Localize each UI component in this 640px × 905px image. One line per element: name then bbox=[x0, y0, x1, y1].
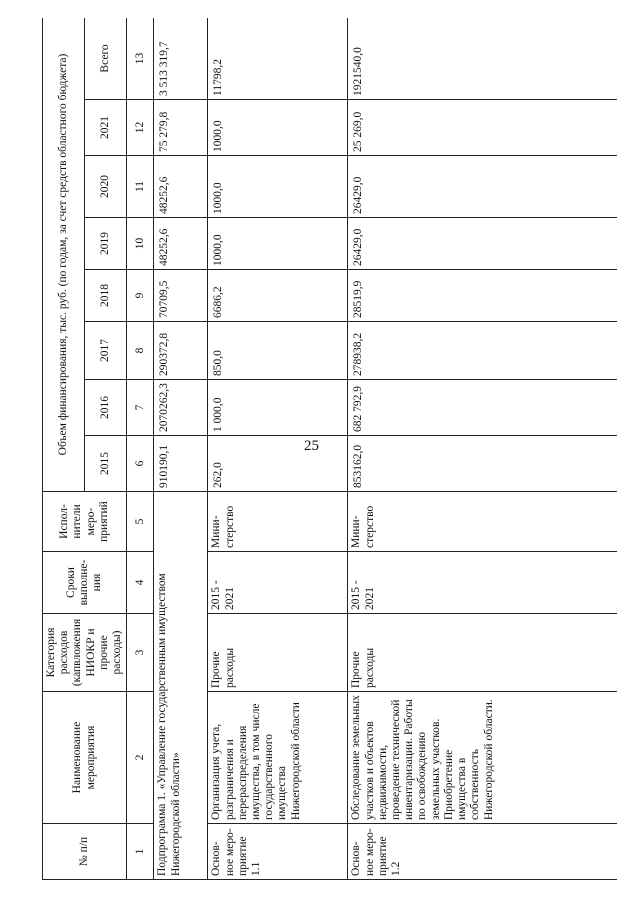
value-cell: 290372,8 bbox=[154, 322, 208, 380]
subprogram-row bbox=[154, 18, 208, 880]
row-category: Прочие расходы bbox=[348, 614, 617, 692]
header-category: Категория расходов (капвложения НИОКР и прочие расходы) bbox=[43, 614, 127, 692]
value-cell: 682 792,9 bbox=[348, 380, 617, 436]
column-number: 8 bbox=[127, 322, 154, 380]
header-total: Всего bbox=[85, 18, 127, 100]
header-year: 2020 bbox=[85, 156, 127, 218]
value-cell: 853162,0 bbox=[348, 436, 617, 492]
column-number: 12 bbox=[127, 100, 154, 156]
column-number: 11 bbox=[127, 156, 154, 218]
header-year: 2018 bbox=[85, 270, 127, 322]
value-cell: 11798,2 bbox=[208, 18, 348, 100]
value-cell: 70709,5 bbox=[154, 270, 208, 322]
header-num: № п/п bbox=[43, 824, 127, 880]
column-number: 4 bbox=[127, 552, 154, 614]
column-number-row bbox=[127, 18, 154, 880]
row-num: Основ-ное меро-приятие 1.1 bbox=[208, 824, 348, 880]
value-cell: 26429,0 bbox=[348, 156, 617, 218]
table-row bbox=[208, 18, 348, 880]
column-number: 10 bbox=[127, 218, 154, 270]
column-number: 6 bbox=[127, 436, 154, 492]
value-cell: 1000,0 bbox=[208, 218, 348, 270]
header-year: 2015 bbox=[85, 436, 127, 492]
value-cell: 48252,6 bbox=[154, 218, 208, 270]
header-executor: Испол-нители меро-приятий bbox=[43, 492, 127, 552]
row-period: 2015 - 2021 bbox=[348, 552, 617, 614]
rotated-table-wrapper bbox=[42, 18, 617, 880]
value-cell: 1921540,0 bbox=[348, 18, 617, 100]
row-executor: Мини-стерство bbox=[348, 492, 617, 552]
row-name: Организация учета, разграничения и перераспределения имущества, в том числе государственного имущества Нижегородской области bbox=[208, 692, 348, 824]
column-number: 3 bbox=[127, 614, 154, 692]
value-cell: 3 513 319,7 bbox=[154, 18, 208, 100]
row-executor: Мини-стерство bbox=[208, 492, 348, 552]
table-row bbox=[348, 18, 617, 880]
header-year: 2017 bbox=[85, 322, 127, 380]
header-name: Наименование мероприятия bbox=[43, 692, 127, 824]
header-year: 2021 bbox=[85, 100, 127, 156]
value-cell: 48252,6 bbox=[154, 156, 208, 218]
value-cell: 910190,1 bbox=[154, 436, 208, 492]
column-number: 7 bbox=[127, 380, 154, 436]
row-num: Основ-ное меро-приятие 1.2 bbox=[348, 824, 617, 880]
value-cell: 262,0 bbox=[208, 436, 348, 492]
subprogram-title: Подпрограмма 1. «Управление государственным имуществом Нижегородской области» bbox=[154, 492, 208, 880]
funding-table bbox=[42, 18, 617, 880]
header-funding-group: Объем финансирования, тыс. руб. (по годам, за счет средств областного бюджета) bbox=[43, 18, 85, 492]
value-cell: 6686,2 bbox=[208, 270, 348, 322]
column-number: 9 bbox=[127, 270, 154, 322]
row-period: 2015 - 2021 bbox=[208, 552, 348, 614]
value-cell: 1000,0 bbox=[208, 156, 348, 218]
column-number: 5 bbox=[127, 492, 154, 552]
header-period: Сроки выполне-ния bbox=[43, 552, 127, 614]
value-cell: 2070262,3 bbox=[154, 380, 208, 436]
column-number: 13 bbox=[127, 18, 154, 100]
value-cell: 75 279,8 bbox=[154, 100, 208, 156]
value-cell: 278938,2 bbox=[348, 322, 617, 380]
value-cell: 1 000,0 bbox=[208, 380, 348, 436]
value-cell: 1000,0 bbox=[208, 100, 348, 156]
header-row-1 bbox=[43, 18, 85, 880]
header-year: 2016 bbox=[85, 380, 127, 436]
value-cell: 26429,0 bbox=[348, 218, 617, 270]
value-cell: 850,0 bbox=[208, 322, 348, 380]
page-number: 25 bbox=[304, 438, 319, 454]
row-category: Прочие расходы bbox=[208, 614, 348, 692]
row-name: Обследование земельных участков и объектов недвижимости, проведение технической инвентаризации. Работы по освобождению земельных участков. Приобретение имущества в собственность Нижегородской области. bbox=[348, 692, 617, 824]
column-number: 1 bbox=[127, 824, 154, 880]
column-number: 2 bbox=[127, 692, 154, 824]
table-stage bbox=[42, 18, 617, 880]
header-year: 2019 bbox=[85, 218, 127, 270]
value-cell: 25 269,0 bbox=[348, 100, 617, 156]
value-cell: 28519,9 bbox=[348, 270, 617, 322]
